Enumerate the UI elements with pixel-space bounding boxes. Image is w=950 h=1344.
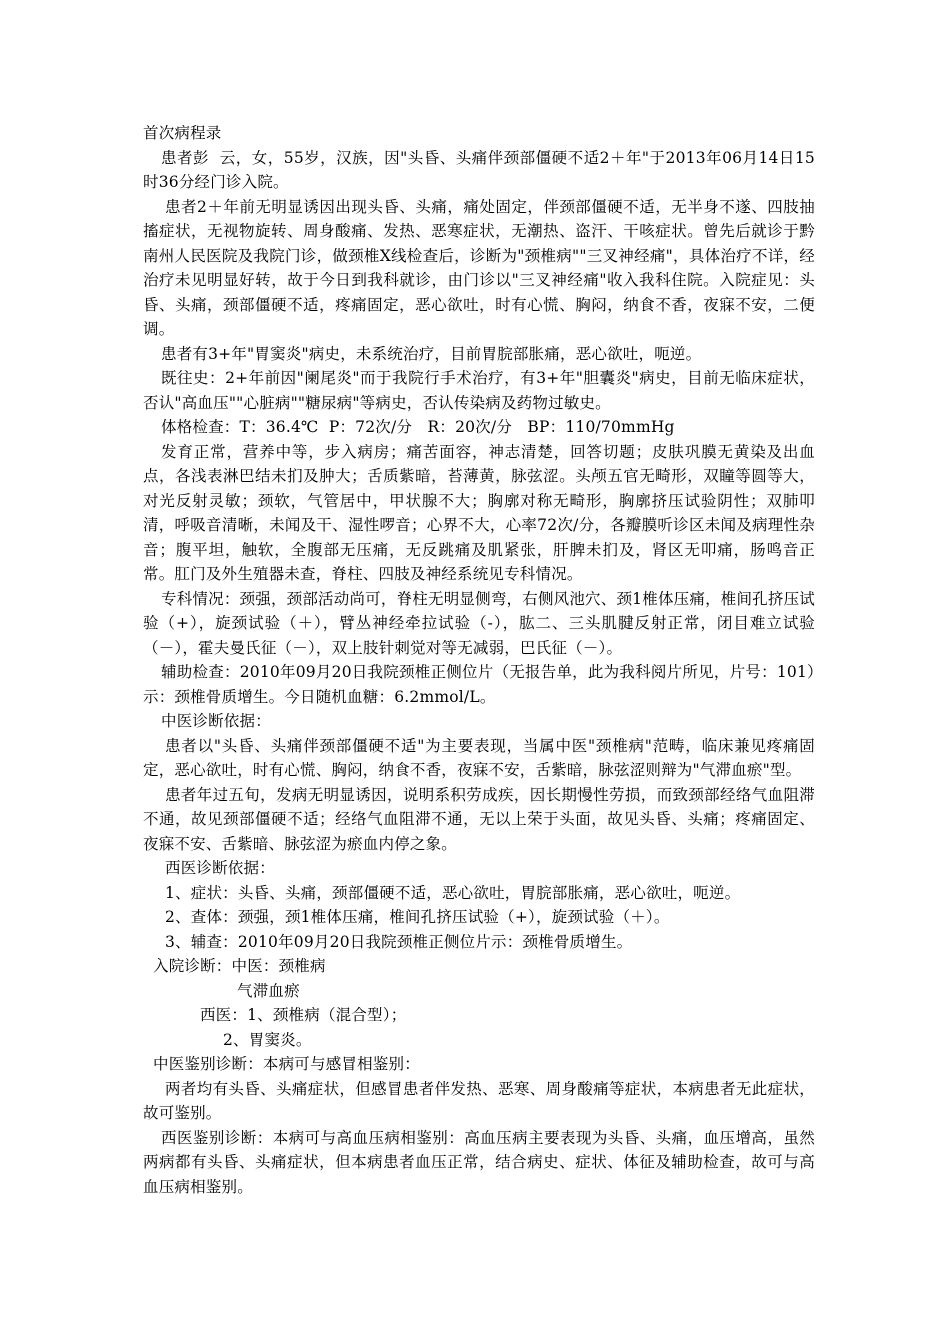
chief-complaint: 患者彭 云，女，55岁，汉族，因"头昏、头痛伴颈部僵硬不适2＋年"于2013年06月14日15时36分经门诊入院。: [143, 148, 815, 191]
tcm-basis-2: 患者年过五旬，发病无明显诱因，说明系积劳成疾，因长期慢性劳损，而致颈部经络气血阻滞不通，故见颈部僵硬不适；经络气血阻滞不通，无以上荣于头面，故见头昏、头痛；疼痛固定、夜寐不安、舌紫暗、脉弦涩为瘀血内停之象。: [143, 785, 815, 853]
western-diagnosis-heading: 西医诊断依据：: [165, 859, 275, 877]
admission-diagnosis-tcm-type: 气滞血瘀: [237, 981, 300, 1000]
western-basis-symptoms: 1、症状：头昏、头痛，颈部僵硬不适，恶心欲吐，胃脘部胀痛，恶心欲吐，呃逆。: [165, 883, 741, 902]
tcm-differential-heading: 中医鉴别诊断：本病可与感冒相鉴别：: [153, 1055, 420, 1073]
specialty-exam: 专科情况：颈强，颈部活动尚可，脊柱无明显侧弯，右侧风池穴、颈1椎体压痛，椎间孔挤压试验（+），旋颈试验（＋），臂丛神经牵拉试验（-），肱二、三头肌腱反射正常，闭目难立试验（－），霍夫曼氏征（－），双上肢针刺觉对等无减弱，巴氏征（－）。: [143, 589, 815, 657]
tcm-basis-1: 患者以"头昏、头痛伴颈部僵硬不适"为主要表现，当属中医"颈椎病"范畴，临床兼见疼痛固定，恶心欲吐，时有心慌、胸闷，纳食不香，夜寐不安，舌紫暗，脉弦涩则辩为"气滞血瘀"型。: [143, 736, 815, 779]
western-basis-exam: 2、查体：颈强，颈1椎体压痛，椎间孔挤压试验（+），旋颈试验（＋）。: [165, 908, 670, 926]
admission-diagnosis-western-2: 2、胃窦炎。: [223, 1030, 312, 1049]
medical-record-page: [143, 121, 815, 1199]
vital-signs: 体格检查：T：36.4℃ P：72次/分 R：20次/分 BP：110/70mmHg: [161, 418, 675, 436]
admission-diagnosis: 入院诊断：中医：颈椎病: [153, 957, 326, 975]
auxiliary-exam: 辅助检查：2010年09月20日我院颈椎正侧位片（无报告单，此为我科阅片所见，片号：101）示：颈椎骨质增生。今日随机血糖：6.2mmol/L。: [143, 663, 815, 706]
physical-exam: 发育正常，营养中等，步入病房；痛苦面容，神志清楚，回答切题；皮肤巩膜无黄染及出血点，各浅表淋巴结未扪及肿大；舌质紫暗，苔薄黄，脉弦涩。头颅五官无畸形，双瞳等圆等大，对光反射灵敏；颈软，气管居中，甲状腺不大；胸廓对称无畸形，胸廓挤压试验阴性；双肺叩清，呼吸音清晰，未闻及干、湿性啰音；心界不大，心率72次/分，各瓣膜听诊区未闻及病理性杂音；腹平坦，触软，全腹部无压痛，无反跳痛及肌紧张，肝脾未扪及，肾区无叩痛，肠鸣音正常。肛门及外生殖器未查，脊柱、四肢及神经系统见专科情况。: [143, 442, 815, 583]
gastritis-history: 患者有3+年"胃窦炎"病史，未系统治疗，目前胃脘部胀痛，恶心欲吐，呃逆。: [161, 344, 702, 363]
record-title: 首次病程录: [143, 124, 222, 142]
history-present-illness: 患者2＋年前无明显诱因出现头昏、头痛，痛处固定，伴颈部僵硬不适，无半身不遂、四肢抽搐症状，无视物旋转、周身酸痛、发热、恶寒症状，无潮热、盗汗、干咳症状。曾先后就诊于黔南州人民医院及我院门诊，做颈椎X线检查后，诊断为"颈椎病""三叉神经痛"，具体治疗不详，经治疗未见明显好转，故于今日到我科就诊，由门诊以"三叉神经痛"收入我科住院。入院症见：头昏、头痛，颈部僵硬不适，疼痛固定，恶心欲吐，时有心慌、胸闷，纳食不香，夜寐不安，二便调。: [143, 197, 815, 338]
past-history: 既往史：2+年前因"阑尾炎"而于我院行手术治疗，有3+年"胆囊炎"病史，目前无临床症状，否认"高血压""心脏病""糖尿病"等病史，否认传染病及药物过敏史。: [143, 369, 815, 412]
western-basis-auxiliary: 3、辅查：2010年09月20日我院颈椎正侧位片示：颈椎骨质增生。: [165, 932, 633, 951]
western-differential: 西医鉴别诊断：本病可与高血压病相鉴别：高血压病主要表现为头昏、头痛，血压增高，虽然两病都有头昏、头痛症状，但本病患者血压正常，结合病史、症状、体征及辅助检查，故可与高血压病相鉴别。: [143, 1128, 815, 1196]
admission-diagnosis-western-1: 西医：1、颈椎病（混合型）；: [200, 1006, 407, 1024]
tcm-differential-text: 两者均有头昏、头痛症状，但感冒患者伴发热、恶寒、周身酸痛等症状，本病患者无此症状，故可鉴别。: [143, 1079, 815, 1122]
tcm-diagnosis-heading: 中医诊断依据：: [161, 712, 271, 730]
